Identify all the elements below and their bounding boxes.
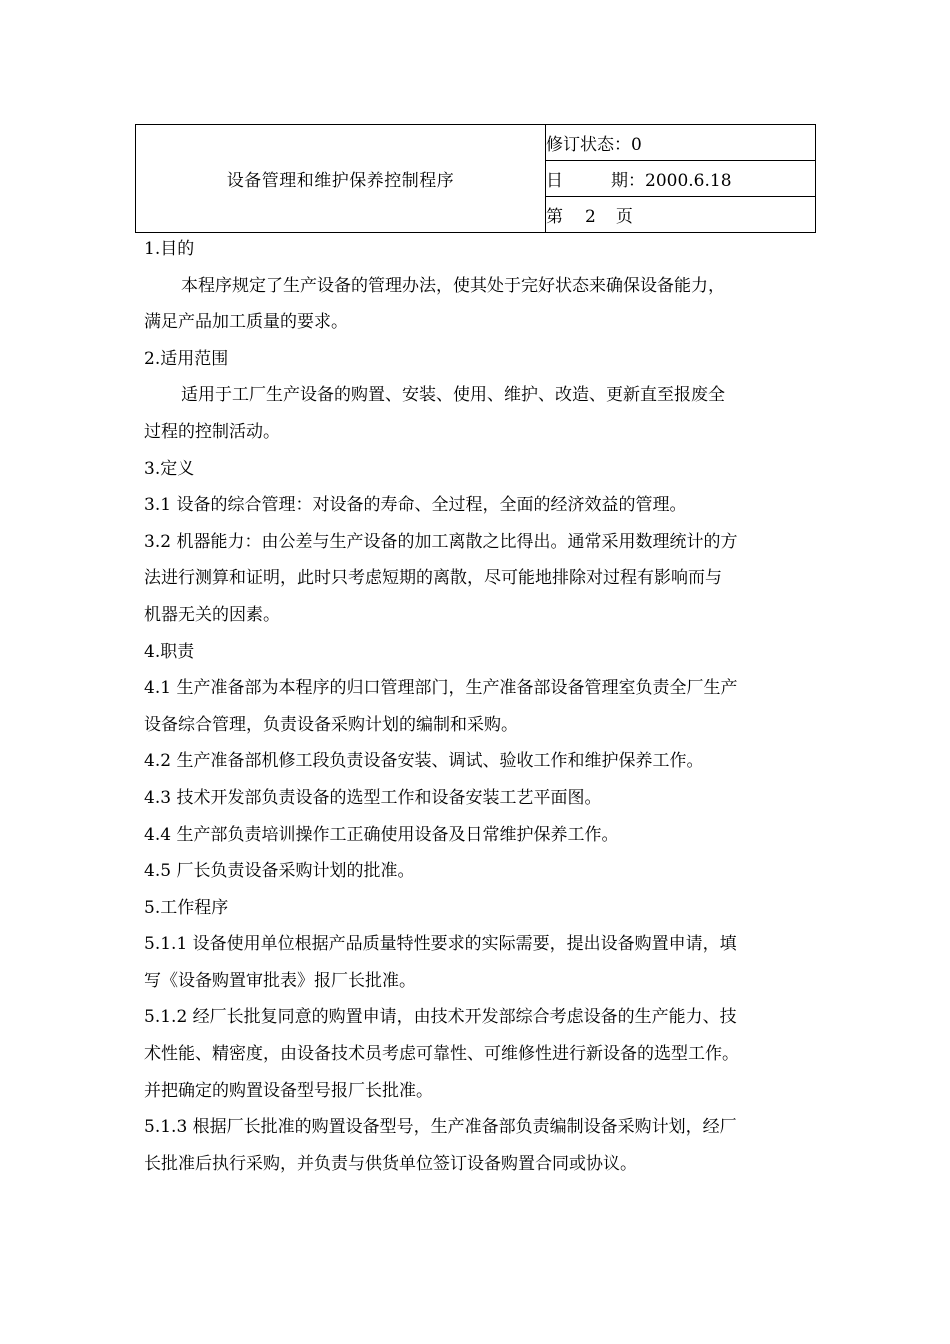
section-heading: 4.职责 xyxy=(144,641,195,662)
paragraph-line: 4.3 技术开发部负责设备的选型工作和设备安装工艺平面图。 xyxy=(144,787,602,808)
page-indicator xyxy=(546,197,816,233)
paragraph-line: 3.2 机器能力：由公差与生产设备的加工离散之比得出。通常采用数理统计的方 xyxy=(144,531,738,552)
paragraph-line: 满足产品加工质量的要求。 xyxy=(144,312,348,333)
page-suffix: 页 xyxy=(615,207,633,227)
document-date xyxy=(546,161,816,197)
paragraph-line: 5.1.3 根据厂长批准的购置设备型号，生产准备部负责编制设备采购计划，经厂 xyxy=(144,1117,737,1138)
paragraph-line: 适用于工厂生产设备的购置、安装、使用、维护、改造、更新直至报废全 xyxy=(181,385,725,406)
paragraph-line: 术性能、精密度，由设备技术员考虑可靠性、可维修性进行新设备的选型工作。 xyxy=(144,1044,739,1065)
paragraph-line: 5.1.1 设备使用单位根据产品质量特性要求的实际需要，提出设备购置申请，填 xyxy=(144,934,737,955)
paragraph-line: 机器无关的因素。 xyxy=(144,604,280,625)
section-heading: 5.工作程序 xyxy=(144,897,229,918)
date-label: 日 xyxy=(546,171,563,191)
paragraph-line: 3.1 设备的综合管理：对设备的寿命、全过程，全面的经济效益的管理。 xyxy=(144,495,687,516)
section-heading: 1.目的 xyxy=(144,239,195,259)
document-body xyxy=(144,231,814,1182)
paragraph-line: 4.5 厂长负责设备采购计划的批准。 xyxy=(144,861,415,882)
paragraph-line: 长批准后执行采购，并负责与供货单位签订设备购置合同或协议。 xyxy=(144,1153,637,1174)
section-heading: 2.适用范围 xyxy=(144,348,229,369)
paragraph-line: 写《设备购置审批表》报厂长批准。 xyxy=(144,970,416,991)
document-header-table xyxy=(135,124,816,233)
date-value: 期：2000.6.18 xyxy=(611,171,732,191)
paragraph-line: 过程的控制活动。 xyxy=(144,421,280,442)
paragraph-line: 4.4 生产部负责培训操作工正确使用设备及日常维护保养工作。 xyxy=(144,824,619,845)
paragraph-line: 法进行测算和证明，此时只考虑短期的离散，尽可能地排除对过程有影响而与 xyxy=(144,568,722,589)
paragraph-line: 5.1.2 经厂长批复同意的购置申请，由技术开发部综合考虑设备的生产能力、技 xyxy=(144,1007,737,1028)
document-title: 设备管理和维护保养控制程序 xyxy=(136,125,546,233)
paragraph-line: 4.2 生产准备部机修工段负责设备安装、调试、验收工作和维护保养工作。 xyxy=(144,751,704,772)
page-number: 2 xyxy=(585,207,596,227)
paragraph-line: 4.1 生产准备部为本程序的归口管理部门，生产准备部设备管理室负责全厂生产 xyxy=(144,678,738,699)
section-heading: 3.定义 xyxy=(144,458,195,479)
paragraph-line: 并把确定的购置设备型号报厂长批准。 xyxy=(144,1080,433,1101)
revision-status: 修订状态：0 xyxy=(546,125,816,161)
page-prefix: 第 xyxy=(546,207,563,227)
paragraph-line: 设备综合管理，负责设备采购计划的编制和采购。 xyxy=(144,714,518,735)
paragraph-line: 本程序规定了生产设备的管理办法，使其处于完好状态来确保设备能力， xyxy=(181,275,725,296)
